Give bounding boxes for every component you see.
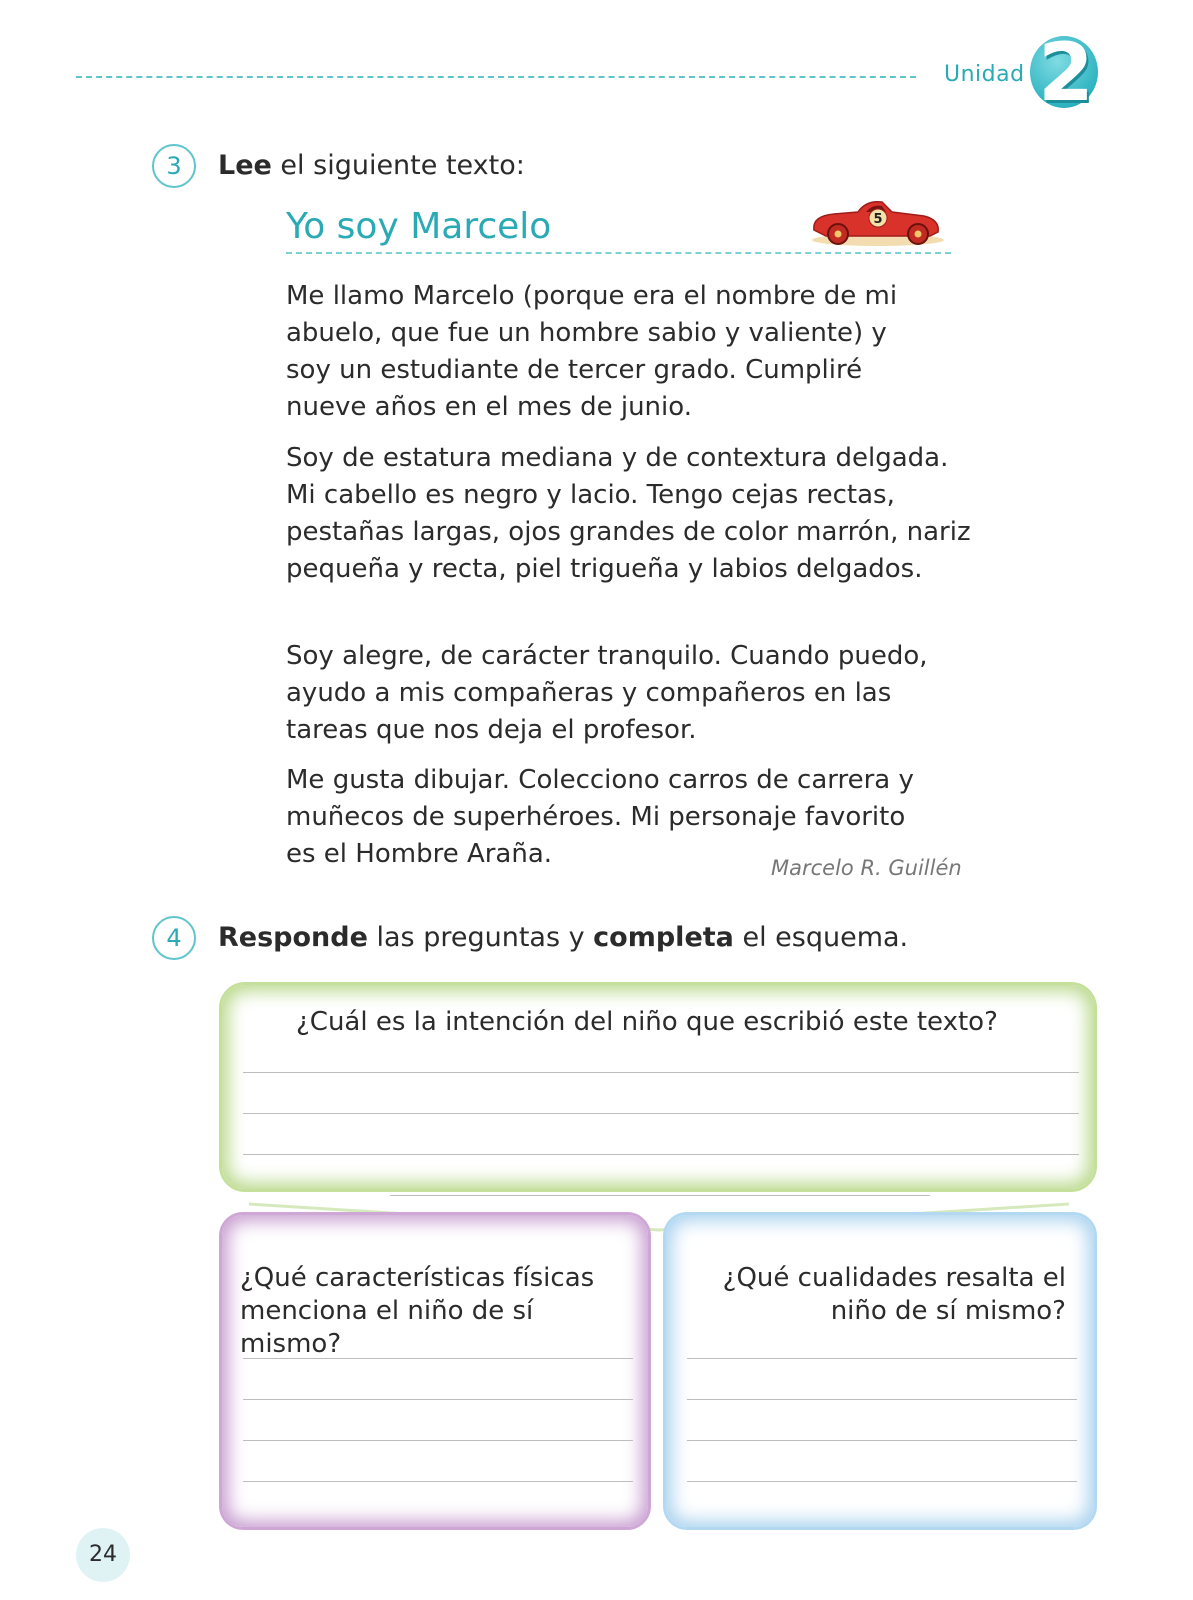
step-4-verb-2: completa xyxy=(593,922,734,953)
answer-line[interactable] xyxy=(243,1113,1079,1114)
step-3-number: 3 xyxy=(152,144,196,188)
story-paragraph-4: Me gusta dibujar. Colecciono carros de carrera y muñecos de superhéroes. Mi personaje favorito es el Hombre Araña. xyxy=(286,765,914,869)
story-paragraph-1: Me llamo Marcelo (porque era el nombre de mi abuelo, que fue un hombre sabio y valiente) y soy un estudiante de tercer grado. Cumpliré nueve años en el mes de junio. xyxy=(286,281,898,422)
step-4-rest: el esquema. xyxy=(733,922,909,953)
answer-line[interactable] xyxy=(243,1358,633,1359)
right-question: ¿Qué cualidades resalta el niño de sí mismo? xyxy=(722,1263,1066,1326)
unit-label: Unidad xyxy=(944,62,1025,87)
step-4-instruction xyxy=(218,922,908,953)
race-car-icon xyxy=(806,194,946,248)
answer-line[interactable] xyxy=(687,1358,1077,1359)
step-4-mid: las preguntas y xyxy=(367,922,594,953)
story-paragraph-3: Soy alegre, de carácter tranquilo. Cuando puedo, ayudo a mis compañeras y compañeros en las tareas que nos deja el profesor. xyxy=(286,641,928,745)
answer-line[interactable] xyxy=(687,1399,1077,1400)
scheme-right-box xyxy=(663,1212,1097,1530)
header-divider xyxy=(76,76,916,78)
story-title: Yo soy Marcelo xyxy=(286,206,552,247)
answer-line[interactable] xyxy=(243,1481,633,1482)
page-number: 24 xyxy=(76,1528,130,1582)
step-3-verb: Lee xyxy=(218,150,272,181)
unit-number: 2 xyxy=(1038,26,1094,119)
step-4-number: 4 xyxy=(152,916,196,960)
title-underline xyxy=(286,252,951,254)
answer-line[interactable] xyxy=(687,1481,1077,1482)
answer-line[interactable] xyxy=(243,1154,1079,1155)
answer-line[interactable] xyxy=(243,1072,1079,1073)
story-author: Marcelo R. Guillén xyxy=(771,856,962,880)
scheme-left-box xyxy=(219,1212,651,1530)
story-paragraph-2: Soy de estatura mediana y de contextura delgada. Mi cabello es negro y lacio. Tengo cejas rectas, pestañas largas, ojos grandes de color marrón, nariz pequeña y recta, piel trigueña y labios delgados. xyxy=(286,443,971,584)
step-4-verb-1: Responde xyxy=(218,922,368,953)
car-number: 5 xyxy=(873,212,883,227)
answer-line[interactable] xyxy=(243,1440,633,1441)
answer-line[interactable] xyxy=(687,1440,1077,1441)
answer-line[interactable] xyxy=(243,1399,633,1400)
step-3-instruction xyxy=(218,150,525,181)
top-question: ¿Cuál es la intención del niño que escribió este texto? xyxy=(296,1007,998,1037)
step-3-rest: el siguiente texto: xyxy=(271,150,525,181)
left-question: ¿Qué características físicas menciona el niño de sí mismo? xyxy=(240,1263,595,1359)
